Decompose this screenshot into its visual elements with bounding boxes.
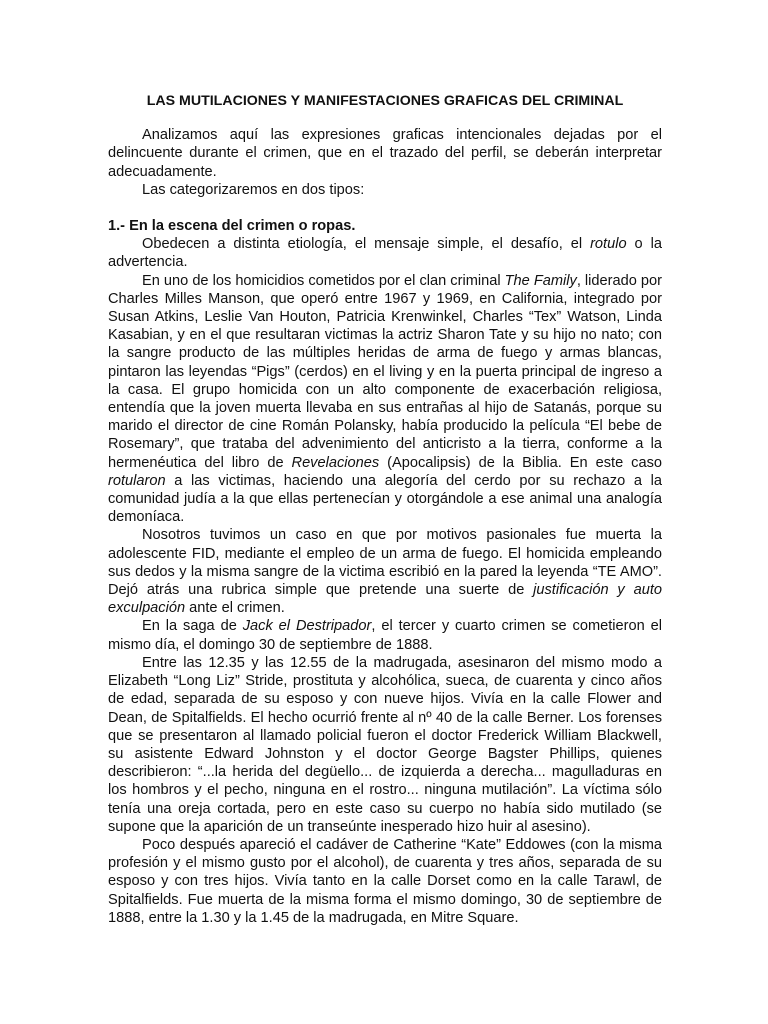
italic-text: rotularon (108, 472, 166, 489)
paragraph-text: Entre las 12.35 y las 12.55 de la madrugada, asesinaron del mismo modo a Elizabeth “Long Liz” Stride, prostituta y alcohólica, sueca, de cuarenta y cinco años de edad, separada de su esposo y con nueve hijos. Vivía en la calle Flower and Dean, de Spitalfields. El hecho ocurrió frente al nº 40 de la calle Berner. Los forenses que se presentaron al llamado policial fueron el doctor Frederick William Blackwell, su asistente Edward Johnston y el doctor George Bagster Phillips, quienes describieron: “...la herida del degüello... de izquierda a derecha... magulladuras en los hombros y el pecho, ninguna en el rostro... ninguna mutilación”. La víctima sólo tenía una oreja cortada, pero en este caso su cuerpo no había sido mutilado (se supone que la aparición de un transeúnte inesperado hizo huir al asesino). (108, 654, 662, 835)
section1-paragraph (108, 836, 662, 927)
paragraph-text: Analizamos aquí las expresiones graficas intencionales dejadas por el delincuente durante el crimen, que en el trazado del perfil, se deberán interpretar adecuadamente. (108, 127, 662, 180)
paragraph-text: o la advertencia. (108, 236, 662, 271)
section1-paragraph (108, 654, 662, 836)
intro-paragraph (108, 126, 662, 181)
intro-paragraph (108, 181, 662, 199)
paragraph-text: a las victimas, haciendo una alegoría del cerdo por su rechazo a la comunidad judía a la que ellas pertenecían y otorgándole a ese animal una analogía demoníaca. (108, 472, 662, 526)
paragraph-text: Nosotros tuvimos un caso en que por motivos pasionales fue muerta la adolescente FID, mediante el empleo de un arma de fuego. El homicida empleando sus dedos y la misma sangre de la victima escribió en la pared la leyenda “TE AMO”. Dejó atrás una rubrica simple que pretende una suerte de (108, 527, 662, 599)
paragraph-text: Poco después apareció el cadáver de Catherine “Kate” Eddowes (con la misma profesión y el mismo gusto por el alcohol), de cuarenta y tres años, separada de su esposo y con tres hijos. Vivía tanto en la calle Dorset como en la calle Tarawl, de Spitalfields. Fue muerta de la misma forma el mismo domingo, 30 de septiembre de 1888, entre la 1.30 y la 1.45 de la madrugada, en Mitre Square. (108, 836, 662, 926)
italic-text: justificación y auto exculpación (108, 582, 662, 617)
paragraph-text: Obedecen a distinta etiología, el mensaje simple, el desafío, el (142, 236, 591, 253)
italic-text: Revelaciones (291, 454, 380, 471)
paragraph-text: ante el crimen. (185, 600, 285, 617)
paragraph-text: En la saga de (142, 618, 243, 635)
intro-section (108, 126, 662, 199)
document-page (108, 92, 662, 927)
paragraph-text: (Apocalipsis) de la Biblia. En este caso (379, 454, 662, 471)
section1-paragraph (108, 235, 662, 271)
paragraph-text: , el tercer y cuarto crimen se cometieron el mismo día, el domingo 30 de septiembre de 1888. (108, 618, 662, 653)
paragraph-text: En uno de los homicidios cometidos por el clan criminal (142, 272, 505, 289)
paragraph-text: , liderado por Charles Milles Manson, que operó entre 1967 y 1969, en California, integrado por Susan Atkins, Leslie Van Houton, Patricia Krenwinkel, Charles “Tex” Watson, Linda Kasabian, y en el que resultaran victimas la actriz Sharon Tate y su hijo no nato; con la sangre producto de las múltiples heridas de arma de fuego y armas blancas, pintaron las leyendas “Pigs” (cerdos) en el living y en la puerta principal de ingreso a la casa. El grupo homicida con un alto componente de exacerbación religiosa, entendía que la joven muerta llevaba en sus entrañas al hijo de Satanás, porque su marido el director de cine Román Polansky, había producido la película “El bebe de Rosemary”, que trataba del advenimiento del anticristo a la tierra, conforme a la hermenéutica del libro de (108, 272, 663, 471)
paragraph-text: Las categorizaremos en dos tipos: (142, 181, 365, 198)
section1-paragraph (108, 272, 662, 527)
section1-paragraph (108, 526, 662, 617)
document-title: LAS MUTILACIONES Y MANIFESTACIONES GRAFICAS DEL CRIMINAL (146, 93, 624, 109)
italic-text: The Family (504, 272, 577, 289)
italic-text: Jack el Destripador (242, 618, 372, 635)
section-1-heading: 1.- En la escena del crimen o ropas. (108, 218, 356, 235)
section1-paragraph (108, 617, 662, 653)
italic-text: rotulo (590, 236, 627, 253)
section-1-body (108, 235, 662, 927)
